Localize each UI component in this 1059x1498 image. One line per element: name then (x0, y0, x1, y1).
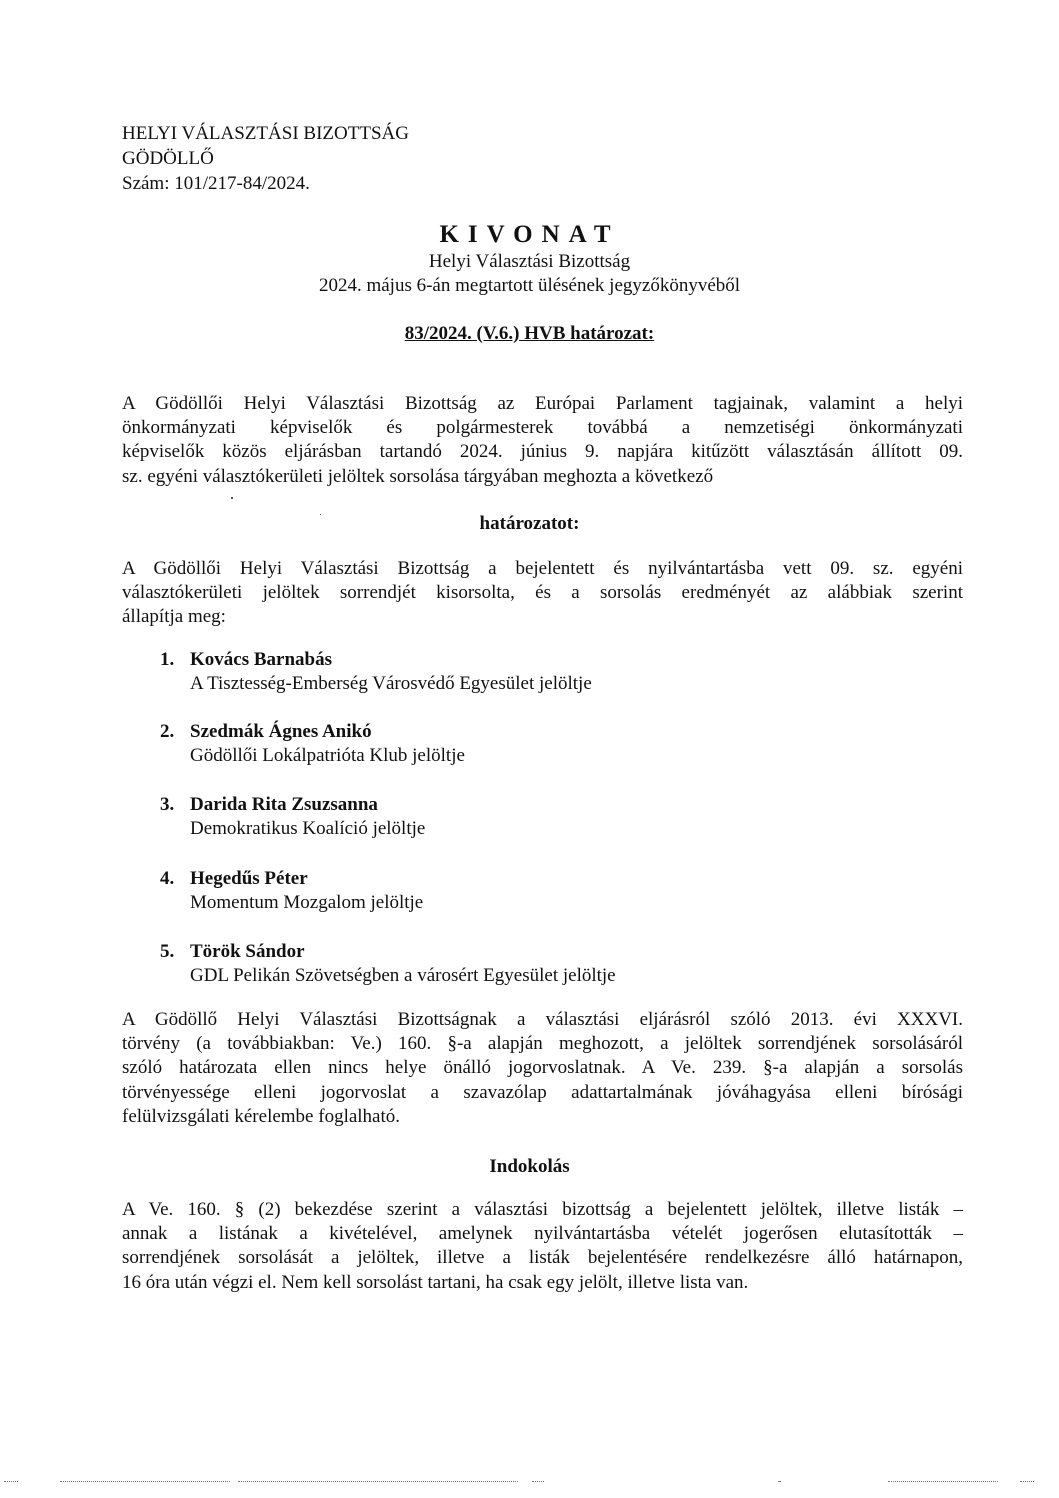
candidate-name: Török Sándor (190, 941, 305, 962)
candidate-name: Kovács Barnabás (190, 649, 332, 670)
resolution-line: A Gödöllői Helyi Választási Bizottság a bejelentett és nyilvántartásba vett 09. sz. egyéni (122, 558, 963, 579)
issuing-body: HELYI VÁLASZTÁSI BIZOTTSÁG (122, 123, 409, 144)
candidate-list-item (160, 793, 425, 841)
decision-id: 83/2024. (V.6.) HVB határozat: (404, 323, 655, 344)
intro-line: képviselők közös eljárásban tartandó 2024. június 9. napjára kitűzött választásán állított 09. (122, 441, 963, 463)
intro-line: sz. egyéni választókerületi jelöltek sorsolása tárgyában meghozta a következő (122, 465, 714, 487)
candidate-list-item (160, 720, 465, 768)
candidate-list-item (160, 648, 592, 696)
scan-dots (60, 1481, 230, 1483)
scan-dots (778, 1481, 780, 1483)
case-number: Szám: 101/217-84/2024. (122, 173, 310, 194)
scan-speck (231, 497, 233, 499)
scan-dots (4, 1481, 18, 1483)
reasoning-line: sorrendjének sorsolását a jelöltek, illetve a listák bejelentésére rendelkezésre álló határnapon, (122, 1247, 963, 1269)
remedy-line: A Gödöllő Helyi Választási Bizottságnak a választási eljárásról szóló 2013. évi XXXVI. (122, 1009, 963, 1030)
candidate-number: 3. (160, 794, 175, 815)
scan-dots (1020, 1481, 1034, 1483)
intro-line: önkormányzati képviselők és polgármesterek továbbá a nemzetiségi önkormányzati (122, 417, 963, 439)
candidate-list-item (160, 940, 616, 988)
candidate-party: GDL Pelikán Szövetségben a városért Egyesület jelöltje (190, 965, 616, 986)
scan-dots (888, 1481, 998, 1483)
document-subtitle: Helyi Választási Bizottság (428, 251, 631, 272)
candidate-number: 1. (160, 649, 175, 670)
resolution-heading: határozatot: (479, 513, 580, 534)
candidate-name: Hegedűs Péter (190, 868, 308, 889)
candidate-list-item (160, 867, 423, 915)
scan-dots (238, 1481, 518, 1483)
resolution-line: választókerületi jelöltek sorrendjét kisorsolta, és a sorsolás eredményét az alábbiak szerint (122, 582, 963, 604)
remedy-line: törvény (a továbbiakban: Ve.) 160. §-a alapján meghozott, a jelöltek sorrendjének sorsolásáról (122, 1033, 963, 1055)
candidate-party: Gödöllői Lokálpatrióta Klub jelöltje (190, 745, 465, 766)
remedy-line: szóló határozata ellen nincs helye önálló jogorvoslatnak. A Ve. 239. §-a alapján a sorsolás (122, 1057, 963, 1079)
candidate-party: Demokratikus Koalíció jelöltje (190, 818, 426, 839)
resolution-line: állapítja meg: (122, 606, 226, 628)
candidate-number: 5. (160, 941, 175, 962)
resolution-paragraph (122, 557, 963, 630)
scan-dots (532, 1481, 544, 1483)
reasoning-line: annak a listának a kivételével, amelynek nyilvántartásba vételét jogerősen elutasították – (122, 1223, 963, 1245)
document-title: KIVONAT (439, 221, 620, 248)
meeting-date-line: 2024. május 6-án megtartott ülésének jegyzőkönyvéből (318, 275, 741, 296)
scan-artifacts (0, 1481, 1059, 1485)
candidate-name: Szedmák Ágnes Anikó (190, 721, 372, 742)
candidate-number: 2. (160, 721, 175, 742)
remedy-line: törvényessége elleni jogorvoslat a szavazólap adattartalmának jóváhagyása elleni bírósági (122, 1081, 963, 1103)
remedy-line: felülvizsgálati kérelembe foglalható. (122, 1105, 401, 1127)
reasoning-line: A Ve. 160. § (2) bekezdése szerint a választási bizottság a bejelentett jelöltek, illetve listák – (122, 1199, 963, 1220)
candidate-name: Darida Rita Zsuzsanna (190, 794, 378, 815)
intro-paragraph (122, 392, 963, 489)
remedy-paragraph (122, 1008, 963, 1129)
reasoning-line: 16 óra után végzi el. Nem kell sorsolást tartani, ha csak egy jelölt, illetve lista van. (122, 1271, 749, 1293)
reasoning-heading: Indokolás (489, 1156, 570, 1177)
candidate-number: 4. (160, 868, 175, 889)
intro-line: A Gödöllői Helyi Választási Bizottság az Európai Parlament tagjainak, valamint a helyi (122, 393, 963, 414)
reasoning-paragraph (122, 1198, 963, 1295)
candidate-party: A Tisztesség-Emberség Városvédő Egyesület jelöltje (190, 673, 592, 694)
candidate-party: Momentum Mozgalom jelöltje (190, 892, 424, 913)
issuing-city: GÖDÖLLŐ (122, 148, 214, 169)
